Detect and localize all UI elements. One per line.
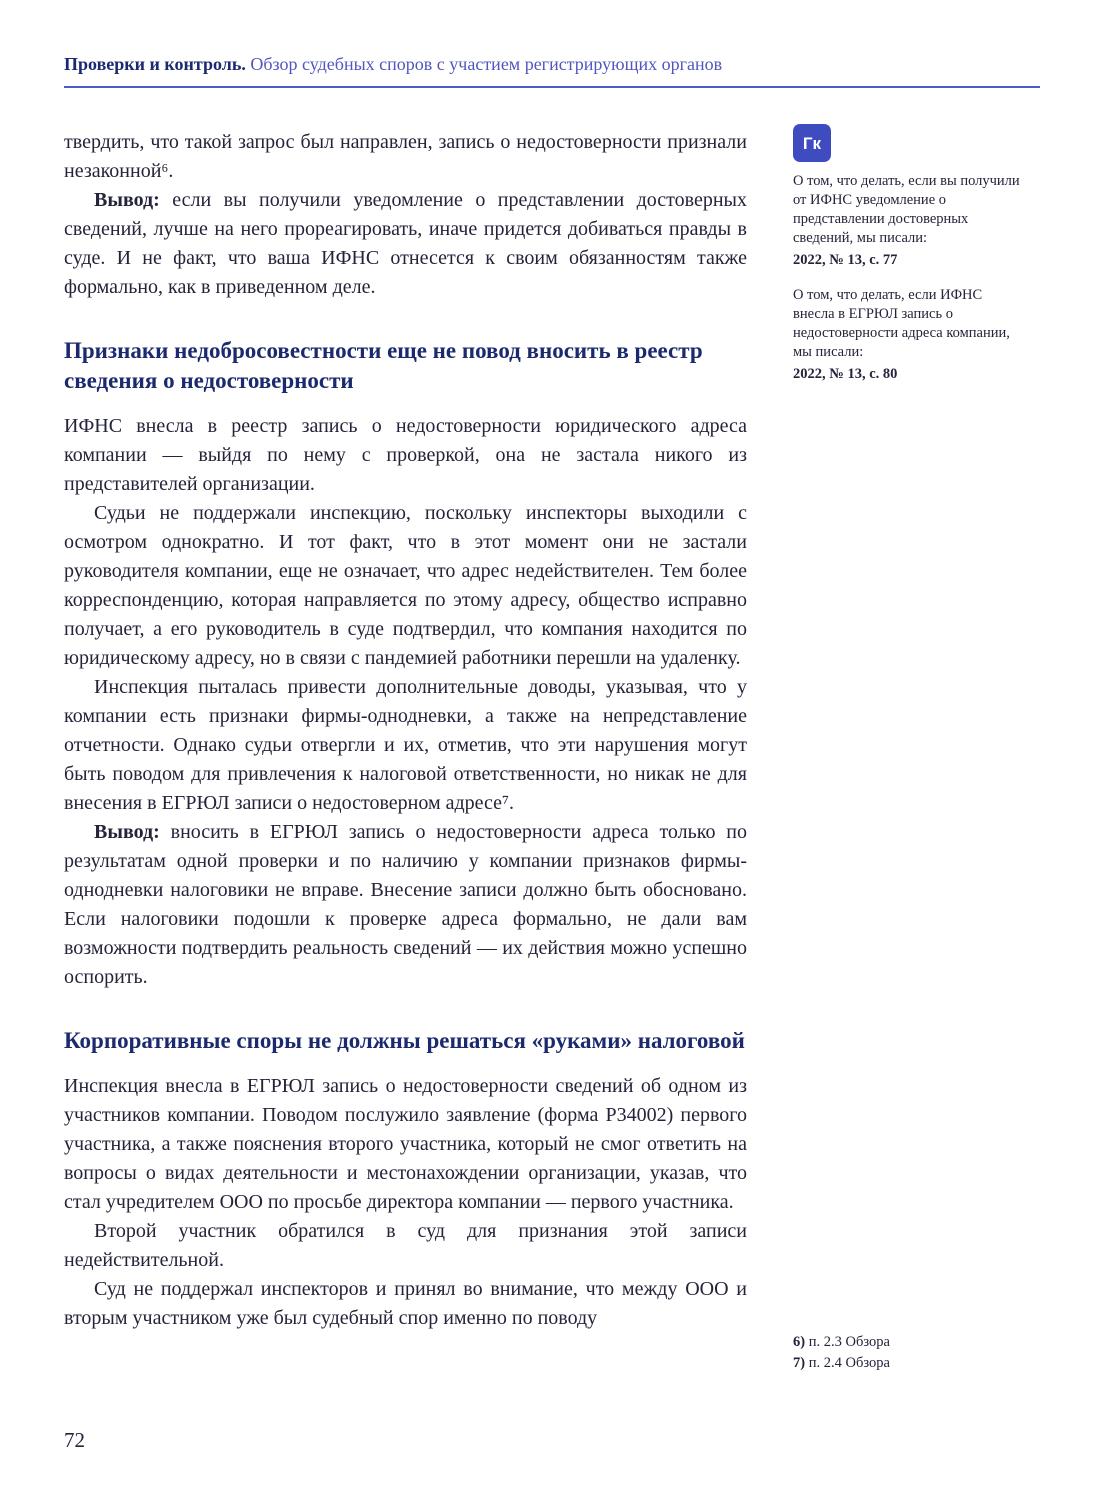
sidebar-note: [793, 172, 1021, 270]
paragraph: [64, 412, 747, 499]
footnote: [793, 1353, 1021, 1374]
sidebar-note-text: О том, что делать, если ИФНС внесла в ЕГРЮЛ запись о недостоверности адреса компании, мы писали:: [793, 287, 1010, 360]
sidebar: [793, 124, 1021, 400]
paragraph: [64, 1275, 747, 1333]
page-header: [64, 52, 1040, 76]
paragraph-text: Инспекция внесла в ЕГРЮЛ запись о недостоверности сведений об одном из участников компании. Поводом послужило заявление (форма Р34002) первого участника, а также пояснения второго участника, который не смог ответить на вопросы о видах деятельности и местонахождении организации, указав, что стал учредителем ООО по просьбе директора компании — первого участника.: [64, 1075, 747, 1213]
sidebar-note-text: О том, что делать, если вы получили от ИФНС уведомление о представлении достоверных сведений, мы писали:: [793, 173, 1020, 246]
footnote: [793, 1332, 1021, 1353]
header-subtitle: Обзор судебных споров с участием регистрирующих органов: [245, 54, 723, 74]
paragraph-lead: Вывод:: [94, 821, 160, 843]
paragraph-text: вносить в ЕГРЮЛ запись о недостоверности адреса только по результатам одной проверки и по наличию у компании признаков фирмы-однодневки налоговики не вправе. Внесение записи должно быть обосновано. Если налоговики подошли к проверке адреса формально, не дали вам возможности подтвердить реальность сведений — их действия можно успешно оспорить.: [64, 821, 747, 988]
article-body: [64, 128, 747, 1333]
footnote-text: п. 2.4 Обзора: [805, 1355, 890, 1371]
paragraph-text: Суд не поддержал инспекторов и принял во внимание, что между ООО и вторым участником уже был судебный спор именно по поводу: [64, 1278, 747, 1329]
paragraph: [64, 1217, 747, 1275]
page-number: 72: [64, 1428, 85, 1452]
paragraph-text: если вы получили уведомление о представлении достоверных сведений, лучше на него прореагировать, иначе придется добиваться правды в суде. И не факт, что ваша ИФНС отнесется к своим обязанностям также формально, как в приведенном деле.: [64, 189, 747, 298]
footnote-marker: 6): [793, 1334, 806, 1350]
header-divider: [64, 86, 1040, 88]
paragraph-text: Инспекция пыталась привести дополнительные доводы, указывая, что у компании есть признаки фирмы-однодневки, а также на непредставление отчетности. Однако судьи отвергли и их, отметив, что эти нарушения могут быть поводом для привлечения к налоговой ответственности, но никак не для внесения в ЕГРЮЛ записи о недостоверном адресе⁷.: [64, 676, 747, 814]
paragraph: [64, 818, 747, 992]
paragraph-lead: Вывод:: [94, 189, 160, 211]
paragraph-text: Второй участник обратился в суд для признания этой записи недействительной.: [64, 1220, 747, 1271]
gk-magazine-logo-icon: Гк: [793, 124, 831, 162]
footnote-marker: 7): [793, 1355, 806, 1371]
paragraph: [64, 128, 747, 186]
sidebar-note-ref: 2022, № 13, с. 77: [793, 252, 898, 268]
section-heading: Признаки недобросовестности еще не повод вносить в реестр сведения о недостоверности: [64, 338, 703, 393]
paragraph-text: ИФНС внесла в реестр запись о недостоверности юридического адреса компании — выйдя по нему с проверкой, она не застала никого из представителей организации.: [64, 415, 747, 495]
paragraph: [64, 186, 747, 302]
header-section-title: Проверки и контроль.: [64, 54, 246, 74]
section-heading: Корпоративные споры не должны решаться «руками» налоговой: [64, 1028, 745, 1053]
paragraph-text: Судьи не поддержали инспекцию, поскольку инспекторы выходили с осмотром однократно. И тот факт, что в этот момент они не застали руководителя компании, еще не означает, что адрес недействителен. Тем более корреспонденцию, которая направляется по этому адресу, общество исправно получает, а его руководитель в суде подтвердил, что компания находится по юридическому адресу, но в связи с пандемией работники перешли на удаленку.: [64, 502, 747, 669]
sidebar-note-ref: 2022, № 13, с. 80: [793, 366, 898, 382]
paragraph-text: твердить, что такой запрос был направлен, запись о недостоверности признали незаконной⁶.: [64, 131, 747, 182]
paragraph: [64, 673, 747, 818]
sidebar-note: [793, 286, 1021, 384]
paragraph: [64, 499, 747, 673]
footnotes: [793, 1332, 1021, 1374]
footnote-text: п. 2.3 Обзора: [805, 1334, 890, 1350]
paragraph: [64, 1072, 747, 1217]
